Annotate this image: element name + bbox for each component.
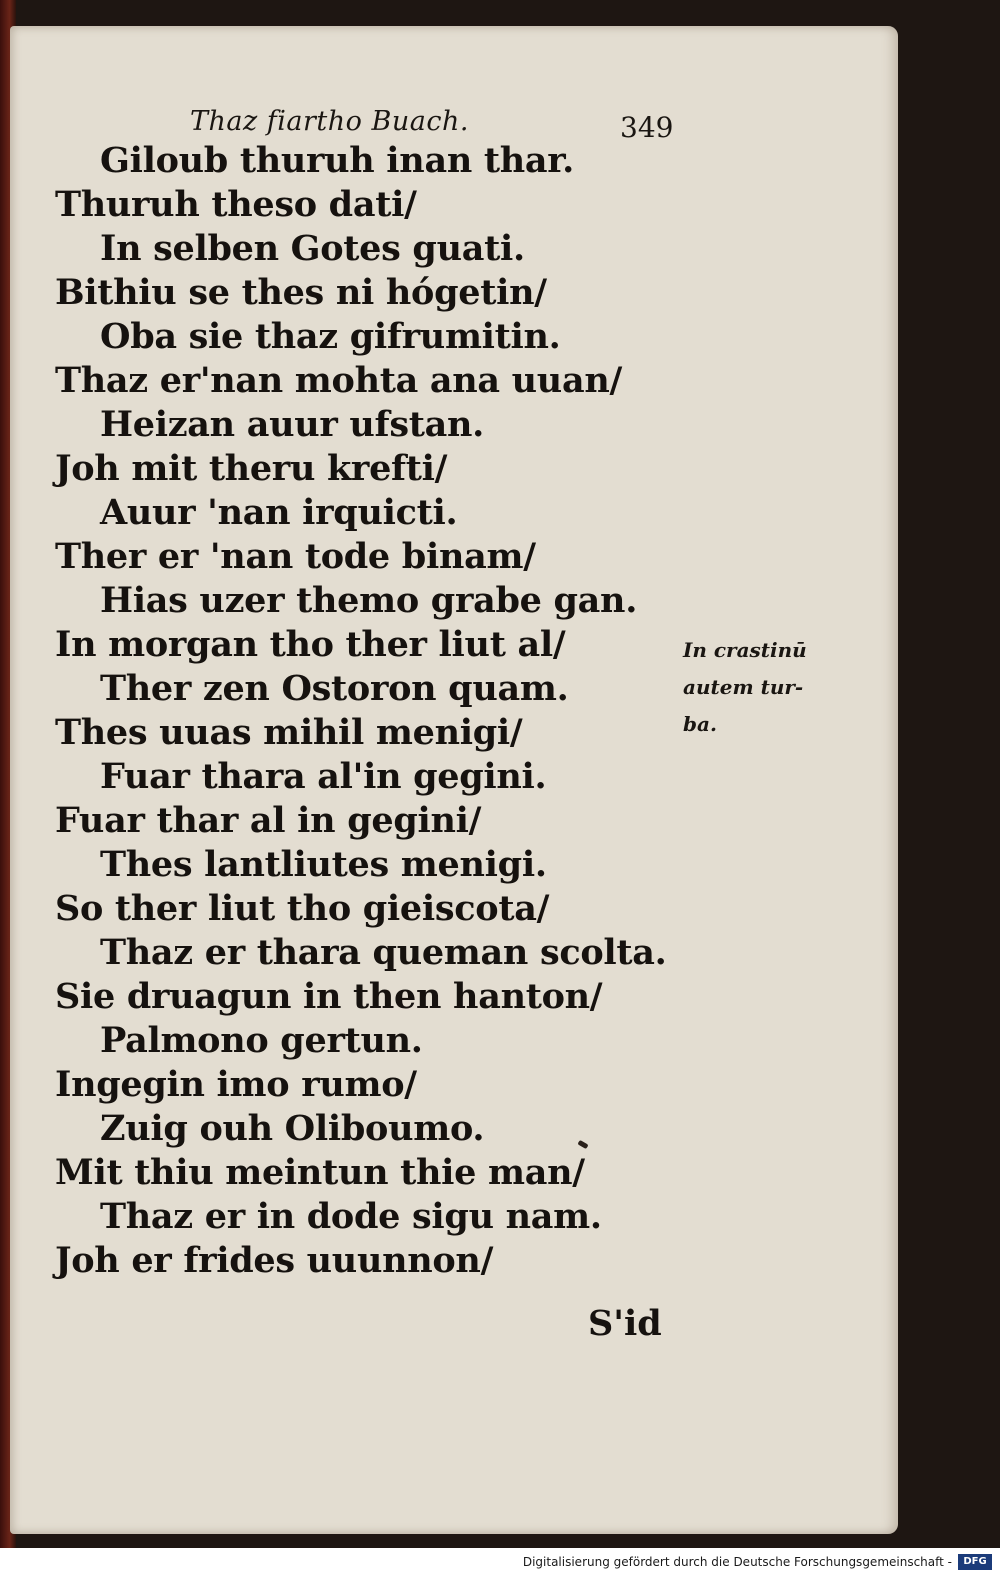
margin-note-line: autem tur- [683,675,804,699]
verse-line: Giloub thuruh inan thar. [100,140,575,181]
verse-line: Ther er 'nan tode binam/ [55,536,536,577]
verse-line: In selben Gotes guati. [100,228,525,269]
page-number: 349 [620,111,674,144]
verse-line: Fuar thar al in gegini/ [55,800,482,841]
verse-line: Thuruh theso dati/ [55,184,417,225]
verse-line: Palmono gertun. [100,1020,423,1061]
margin-note [683,632,833,743]
verse-line: Thes uuas mihil menigi/ [55,712,523,753]
verse-line: In morgan tho ther liut al/ [55,624,566,665]
verse-line: Thaz er thara queman scolta. [100,932,667,973]
verse-line: Mit thiu meintun thie man/ [55,1152,585,1193]
verse-line: Joh mit theru krefti/ [55,448,448,489]
verse-line: Oba sie thaz gifrumitin. [100,316,561,357]
verse-line: Ingegin imo rumo/ [55,1064,417,1105]
verse-line: Auur 'nan irquicti. [100,492,458,533]
verse-line: Thaz er in dode sigu nam. [100,1196,602,1237]
verse-line: Ther zen Ostoron quam. [100,668,569,709]
margin-note-line: In crastinū [683,638,807,662]
dfg-logo: DFG [958,1554,992,1570]
verse-line: Joh er frides uuunnon/ [55,1240,494,1281]
catchword: S'id [588,1303,662,1344]
verse-line: So ther liut tho gieiscota/ [55,888,550,929]
verse-line: Thaz er'nan mohta ana uuan/ [55,360,622,401]
funding-credit: Digitalisierung gefördert durch die Deutsche Forschungsgemeinschaft - [522,1555,952,1569]
verse-line: Sie druagun in then hanton/ [55,976,603,1017]
verse-line: Fuar thara al'in gegini. [100,756,547,797]
verse-line: Heizan auur ufstan. [100,404,484,445]
verse-line: Bithiu se thes ni hógetin/ [55,272,547,313]
verse-line: Thes lantliutes menigi. [100,844,547,885]
verse-line: Hias uzer themo grabe gan. [100,580,638,621]
running-title: Thaz fiartho Buach. [190,106,469,137]
verse-line: Zuig ouh Oliboumo. [100,1108,485,1149]
margin-note-line: ba. [683,712,717,736]
